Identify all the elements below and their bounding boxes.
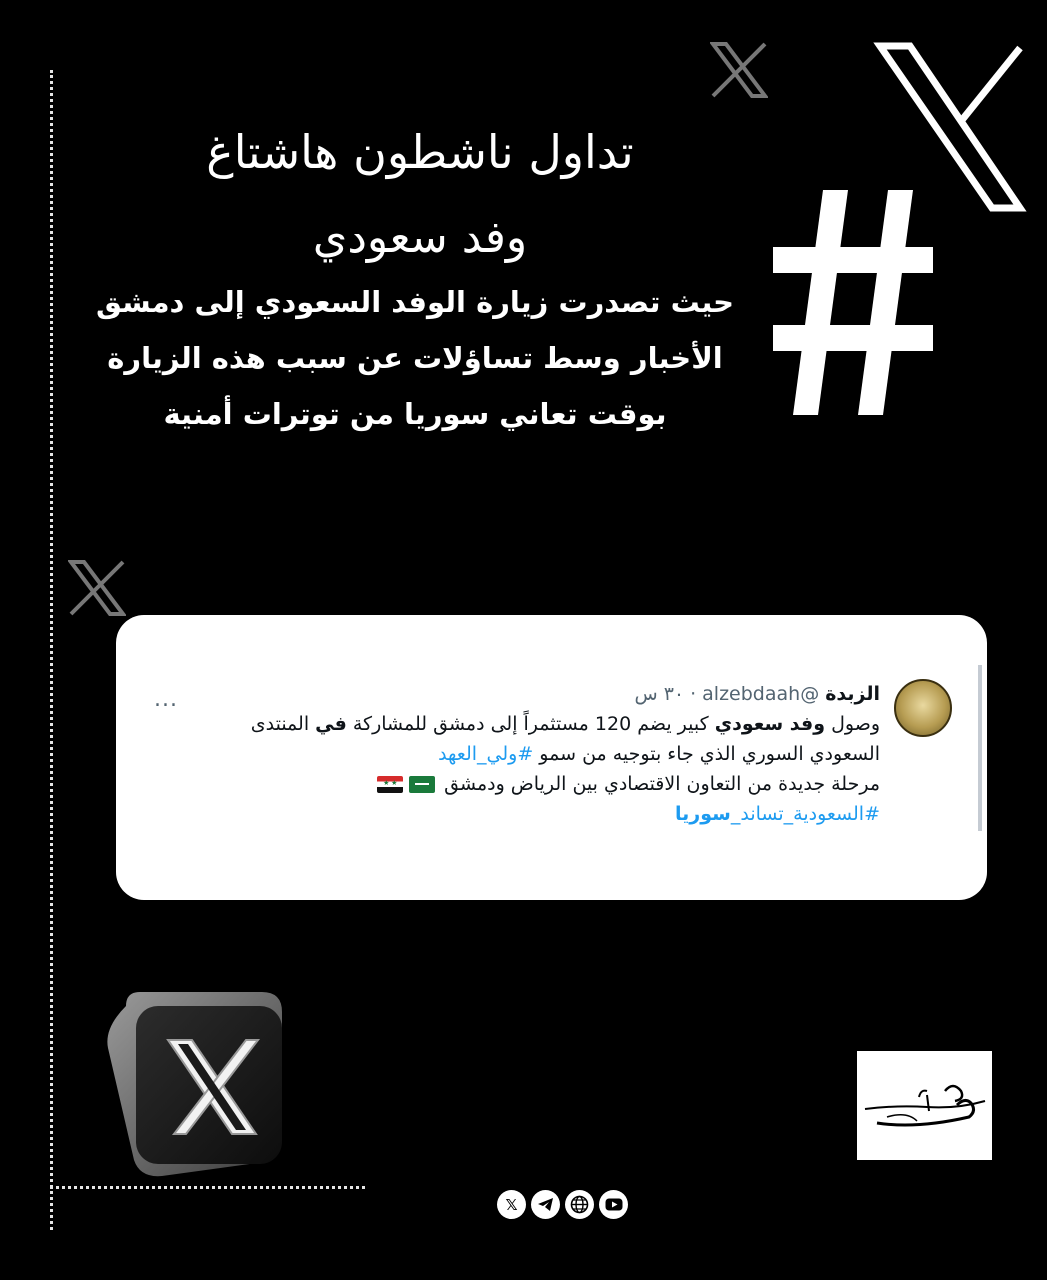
tweet-highlight: في [315,713,347,735]
hashtag-link[interactable] [675,803,880,825]
tweet-author-name[interactable]: الزبدة [825,683,880,705]
headline-body-line: حيث تصدرت زيارة الوفد السعودي إلى دمشق [95,285,735,319]
x-logo-icon [68,560,126,616]
tweet-text: مرحلة جديدة من التعاون الاقتصادي بين الرياض ودمشق [444,773,880,795]
headline-body [95,274,735,442]
social-links [497,1190,628,1219]
x-icon[interactable]: 𝕏 [497,1190,526,1219]
tweet-card [116,615,987,900]
brand-logo [857,1051,992,1160]
tweet-line [140,739,880,769]
tweet-author-handle[interactable]: @alzebdaah [702,683,820,705]
tweet-text: وصول [825,713,880,735]
headline-body-line: الأخبار وسط تساؤلات عن سبب هذه الزيارة [107,341,723,375]
syria-flag-icon [377,776,403,793]
dotted-divider-vertical [50,70,53,1230]
globe-icon[interactable] [565,1190,594,1219]
more-options-button[interactable]: ... [154,687,178,712]
tweet-header [140,679,880,709]
avatar[interactable] [894,679,952,737]
tweet-text: كبير يضم 120 مستثمراً إلى دمشق للمشاركة [346,713,715,735]
dotted-divider-horizontal [50,1186,365,1189]
tweet-content [140,679,880,829]
x-logo-icon [710,42,768,98]
tweet-text: المنتدى [250,713,316,735]
calligraphy-logo-icon [857,1051,992,1160]
tweet [136,665,982,831]
hashtag-part: سوريا [675,803,731,825]
tweet-line [140,769,880,799]
x-app-icon [104,988,286,1178]
headline-title: تداول ناشطون هاشتاغ [206,125,634,179]
headline-body-line: بوقت تعاني سوريا من توترات أمنية [163,397,667,431]
headline-subtitle: وفد سعودي [312,212,528,263]
hashtag-icon [768,185,938,420]
telegram-icon[interactable] [531,1190,560,1219]
tweet-line [140,799,880,829]
hashtag-link[interactable]: #ولي_العهد [438,743,534,765]
hashtag-part: #السعودية_تساند_ [730,803,880,825]
tweet-text: السعودي السوري الذي جاء بتوجيه من سمو [533,743,880,765]
tweet-line [140,709,880,739]
youtube-icon[interactable] [599,1190,628,1219]
tweet-timestamp[interactable]: ٣٠ س [634,683,685,705]
separator-dot: · [690,683,697,705]
saudi-flag-icon [409,776,435,793]
tweet-highlight: وفد سعودي [714,713,826,735]
